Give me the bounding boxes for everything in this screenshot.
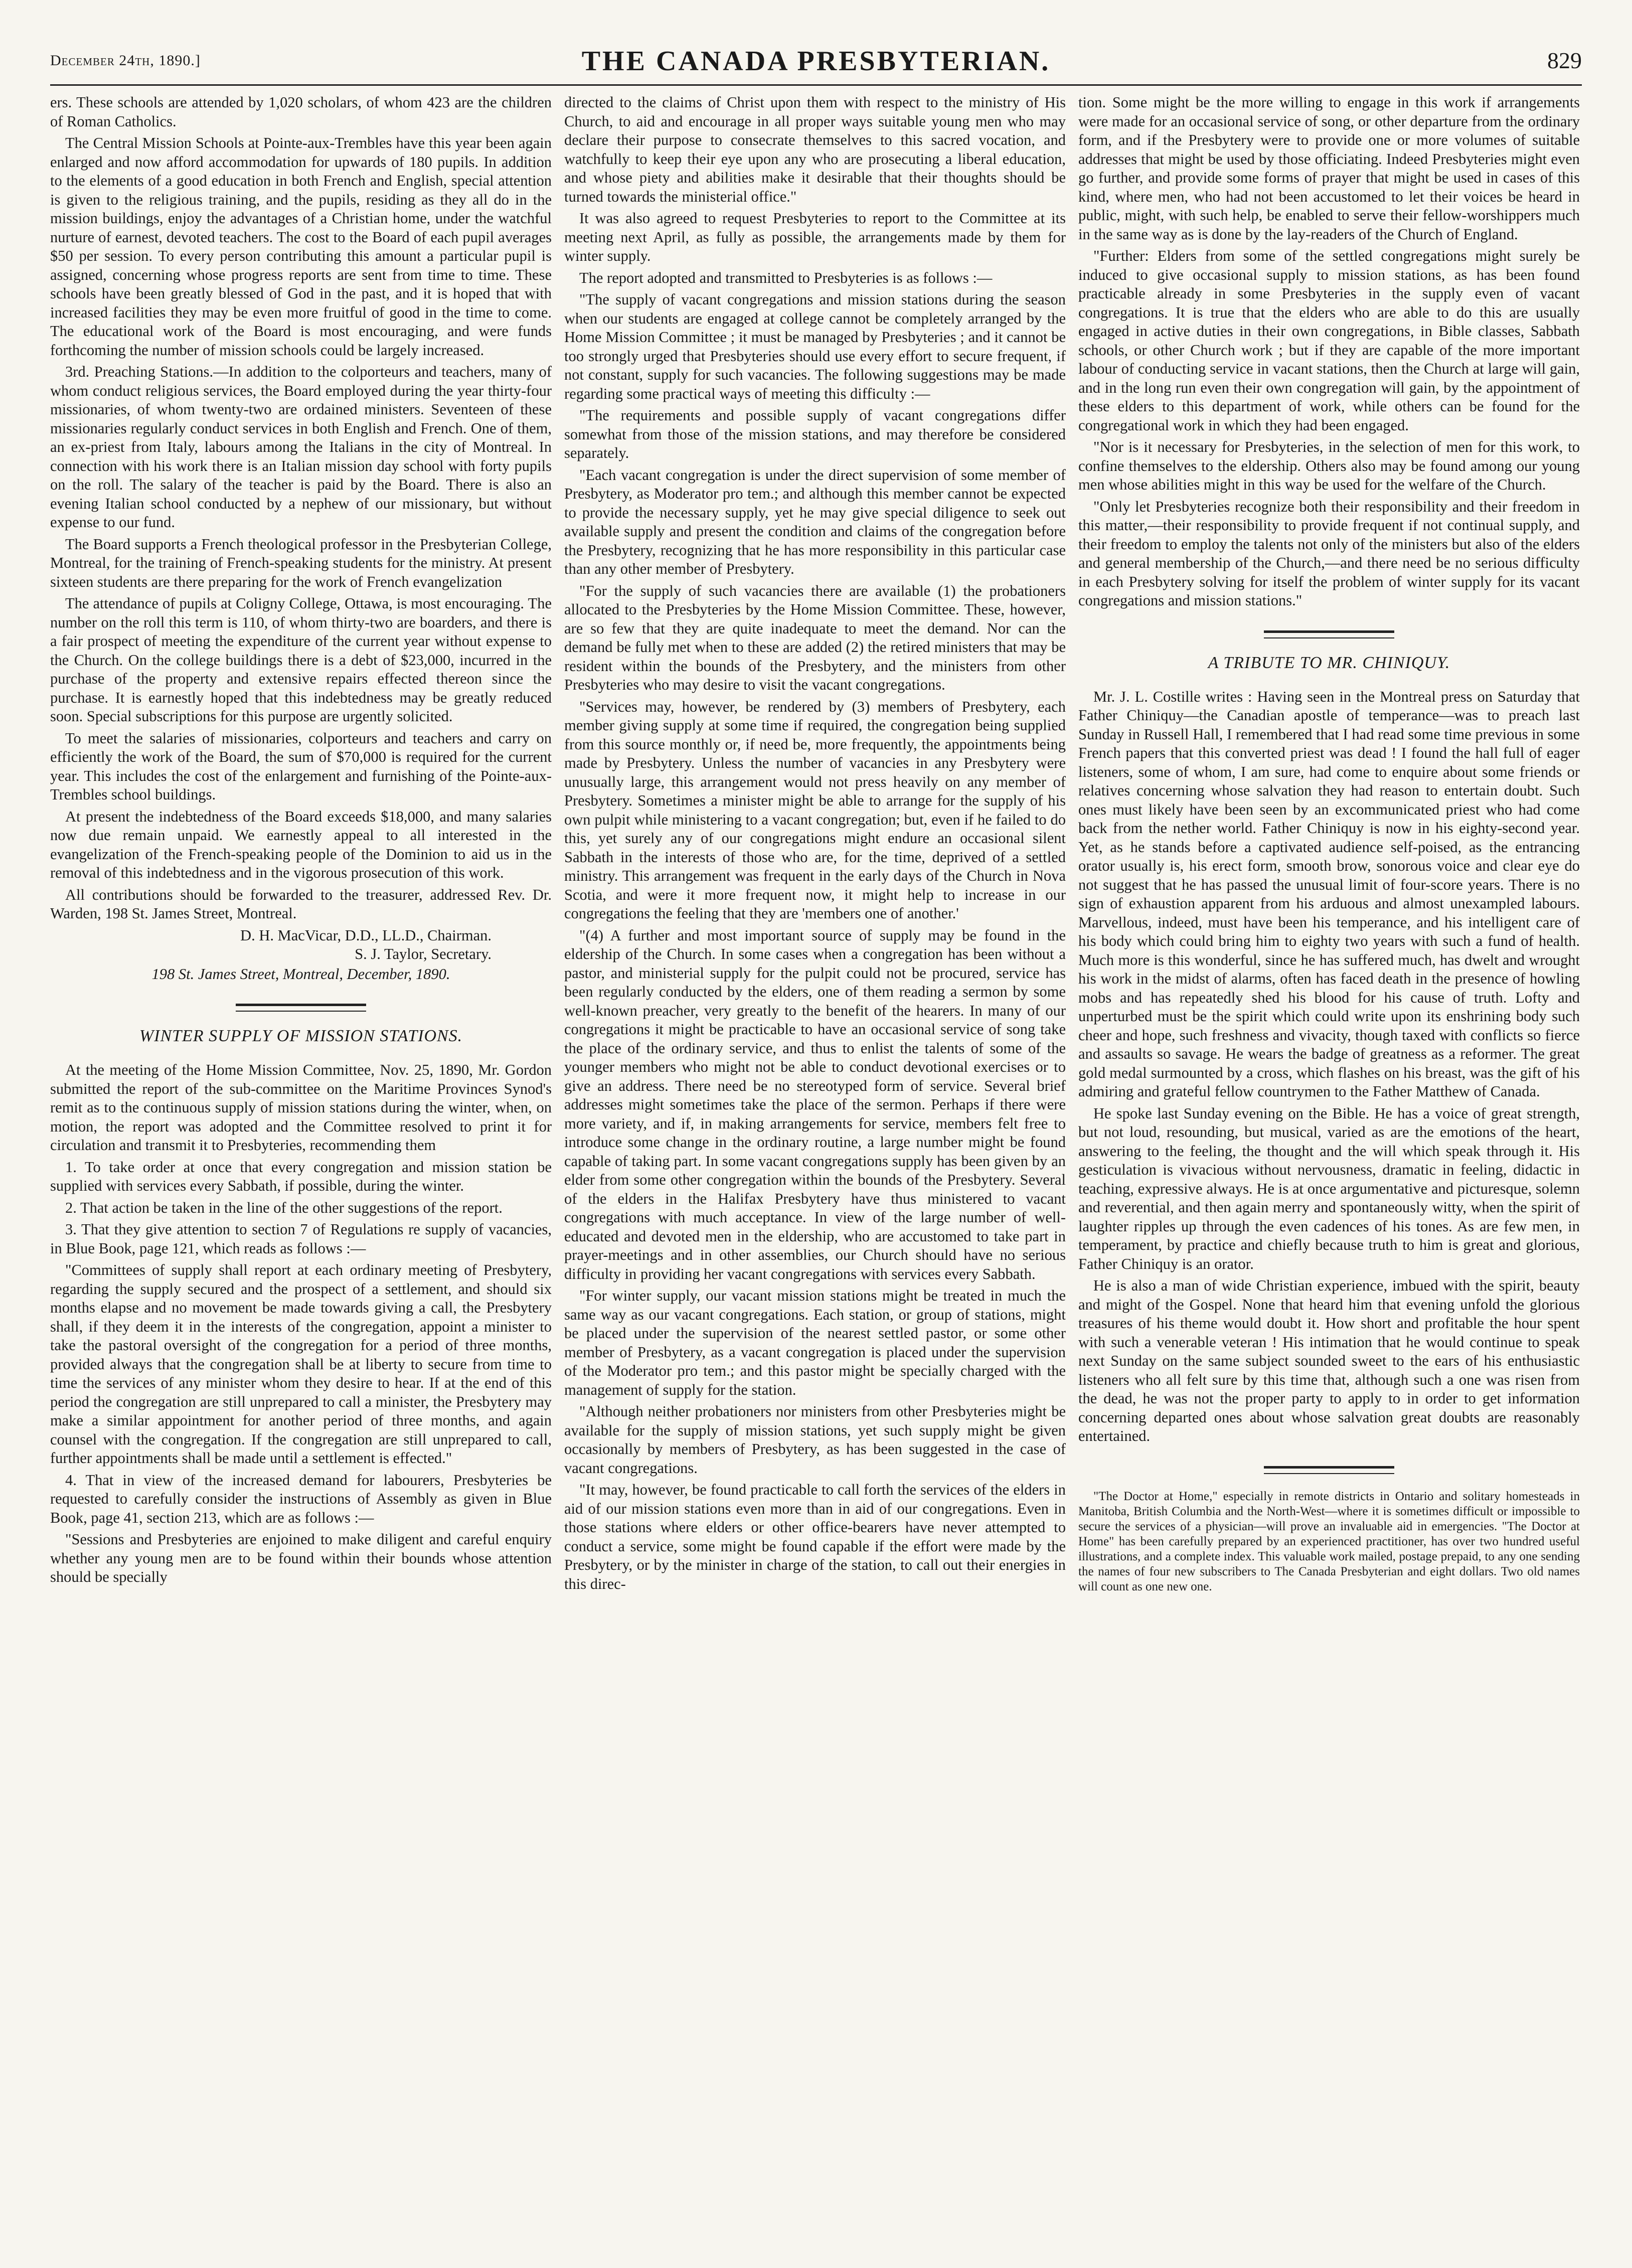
paragraph: He is also a man of wide Christian experience, imbued with the spirit, beauty and might of the Gospel. None that heard him that evening unfold the glorious treasures of his theme would doubt it. How short and profitable the hour spent with such a venerable veteran ! His intimation that he would continue to speak next Sunday on the same subject sounded sweet to the ears of his enthusiastic listeners who all felt sure by this time that, although such a one was risen from the dead, he was not the proper party to apply to in order to get information concerning departed ones about whose salvation great doubts are reasonably entertained.: [1078, 1277, 1580, 1444]
column-2: [564, 93, 1066, 2245]
paragraph: He spoke last Sunday evening on the Bible. He has a voice of great strength, but not loud, resounding, but musical, varied as are the emotions of the heart, answering to the feeling, the thought and the will which speak through it. His gesticulation is vivacious without nervousness, dramatic in feeling, didactic in teaching, expressive always. He is at once argumentative and picturesque, solemn and reverential, and then again merry and spontaneously witty, when the spirit of laughter ripples up through the even cadences of his tones. As are few men, in temperament, by practice and chiefly because truth to him is great and glorious, Father Chiniquy is an orator.: [1078, 1104, 1580, 1272]
paragraph: "(4) A further and most important source of supply may be found in the eldership of the Church. In some cases when a congregation has been without a pastor, and ministerial supply for the pulpit could not be procured, service has been regularly conducted by the elders, one of them reading a sermon by some well-known preacher, very greatly to the benefit of the hearers. In many of our congregations it might be practicable to have an occasional service of song take the place of the ordinary service, and thus to enlist the talents of some of the younger members who might not be able to conduct devotional exercises or to give an address. There need be no stereotyped form of service. Several brief addresses might sometimes take the place of the sermon. Perhaps if there were more variety, and if, in making arrangements for service, members felt free to introduce some change in the ordinary routine, a large number might be found capable of taking part. In some vacant congregations supply has been given by an elder from some other congregation within the bounds of the Presbytery. Several of the elders in the Halifax Presbytery have thus ministered to vacant congregations with much acceptance. In view of the large number of well-educated and devoted men in the eldership, who are accustomed to take part in prayer-meetings and in other assemblies, our Church should have no serious difficulty in providing her vacant congregations with services every Sabbath.: [564, 926, 1066, 1282]
paragraph: "Nor is it necessary for Presbyteries, in the selection of men for this work, to confine themselves to the eldership. Others also may be found among our young men whose abilities might in this way be used for the welfare of the Church.: [1078, 438, 1580, 493]
paragraph: The Central Mission Schools at Pointe-aux-Trembles have this year been again enlarged and now afford accommodation for upwards of 180 pupils. In addition to the elements of a good education in both French and English, special attention is given to the religious training, and the pupils, residing as they all do in the mission buildings, enjoy the advantages of a Christian home, under the watchful nurture of earnest, devoted teachers. The cost to the Board of each pupil averages $50 per session. To every person contributing this amount a particular pupil is assigned, concerning whose progress reports are sent from time to time. These schools have been greatly blessed of God in the past, and it is hoped that with increased facilities they may be even more fruitful of good in the time to come. The educational work of the Board is most encouraging, and were funds forthcoming the number of mission schools could be largely increased.: [50, 134, 552, 359]
paragraph: "Services may, however, be rendered by (3) members of Presbytery, each member giving supply at some time if required, the congregation being supplied from this source monthly or, if need be, more frequently, the appointments being made by Presbytery. Unless the number of vacancies in any Presbytery were unusually large, this arrangement would not press heavily on any member of Presbytery. Sometimes a minister might be able to arrange for the supply of his own pulpit while ministering to a vacant congregation; but, even if he failed to do this, yet surely any of our congregations might endure an occasional silent Sabbath in the interests of those who are, for the time, deprived of a settled ministry. This arrangement was frequent in the early days of the Church in Nova Scotia, and were it more frequent now, it might help to increase in our congregations the feeling that they are 'members one of another.': [564, 698, 1066, 922]
page-number: 829: [1547, 48, 1582, 73]
column-1: [50, 93, 552, 2245]
paragraph: "Although neither probationers nor ministers from other Presbyteries might be available for the supply of mission stations, yet such supply might be given occasionally by members of Presbytery, as has been suggested in the case of vacant congregations.: [564, 1403, 1066, 1477]
paragraph: "The Doctor at Home," especially in remote districts in Ontario and solitary homesteads in Manitoba, British Columbia and the North-West—where it is sometimes difficult or impossible to secure the services of a physician—will prove an invaluable aid in emergencies. "The Doctor at Home" has been carefully prepared by an experienced practitioner, has over two hundred useful illustrations, and a complete index. This valuable work mailed, postage prepaid, to any one sending the names of four new subscribers to The Canada Presbyterian and eight dollars. Two old names will count as one new one.: [1078, 1489, 1580, 1593]
paragraph: 2. That action be taken in the line of the other suggestions of the report.: [65, 1199, 503, 1216]
paragraph: "Only let Presbyteries recognize both their responsibility and their freedom in this matter,—their responsibility to provide frequent if not continual supply, and their freedom to employ the talents not only of the ministers but also of the elders and general membership of the Church,—and there need be no serious difficulty in each Presbytery solving for itself the problem of winter supply for its vacant congregations and mission stations.": [1078, 498, 1580, 609]
paragraph: ers. These schools are attended by 1,020 scholars, of whom 423 are the children of Roman Catholics.: [50, 94, 552, 130]
paragraph: "It may, however, be found practicable to call forth the services of the elders in aid of our mission stations even more than in aid of our congregations. Even in those stations where elders or other office-bearers have never attempted to conduct a service, some might be found capable if the effort were made by the Presbytery, or by the minister in charge of the station, to call out their energies in this direc-: [564, 1481, 1066, 1592]
paragraph: The Board supports a French theological professor in the Presbyterian College, Montreal, for the training of French-speaking students for the ministry. At present sixteen students are there preparing for the work of French evangelization: [50, 535, 552, 590]
paragraph: The attendance of pupils at Coligny College, Ottawa, is most encouraging. The number on the roll this term is 110, of whom thirty-two are boarders, and there is a fair prospect of meeting the expenditure of the current year without expense to the Church. On the college buildings there is a debt of $23,000, incurred in the purchase of the property and extensive repairs effected thereon since the purchase. It is earnestly hoped that this indebtedness may be greatly reduced soon. Special subscriptions for this purpose are urgently solicited.: [50, 595, 552, 725]
paragraph: Mr. J. L. Costille writes : Having seen in the Montreal press on Saturday that Father Chiniquy—the Canadian apostle of temperance—was to preach last Sunday in Russell Hall, I remembered that I had read some time previous in some French papers that this converted priest was dead ! I found the hall full of eager listeners, some of whom, I am sure, had come to enquire about some friends or relatives concerning whose salvation they had reason to entertain doubt. Such ones must likely have been seen by an excommunicated priest who had come back from the nether world. Father Chiniquy is now in his eighty-second year. Yet, as he stands before a captivated audience self-poised, as the entrancing orator usually is, his erect form, smooth brow, sonorous voice and clear eye do not suggest that he has passed the unusual limit of four-score years. There is no sign of exhaustion apparent from his arduous and almost unexampled labours. Marvellous, indeed, must have been his temperance, and his intelligent care of his body which could bring him to eighty two years with such a fund of health. Much more is this wonderful, since he has suffered much, has dwelt and wrought his work in the midst of alarms, often has faced death in the presence of howling mobs and has repeatedly shed his blood for his cause of truth. Lofty and unperturbed must be the spirit which could write upon its enshrining body such cheer and hope, such freshness and vivacity, though taxed with conflicts so fierce and assaults so savage. He wears the badge of greatness as a reformer. The great gold medal surmounted by a cross, which flashes on his breast, was the gift of his admiring and grateful fellow countrymen to the Father Matthew of Canada.: [1078, 688, 1580, 1100]
header-rule: [50, 84, 1582, 86]
paragraph: 1. To take order at once that every congregation and mission station be supplied with services every Sabbath, if possible, during the winter.: [50, 1158, 552, 1194]
paragraph: At the meeting of the Home Mission Committee, Nov. 25, 1890, Mr. Gordon submitted the report of the sub-committee on the Maritime Provinces Synod's remit as to the continuous supply of mission stations during the winter, when, on motion, the report was adopted and the Committee resolved to print it for circulation and transmit it to Presbyteries, recommending them: [50, 1061, 552, 1154]
paragraph: To meet the salaries of missionaries, colporteurs and teachers and carry on efficiently the work of the Board, the sum of $70,000 is required for the current year. This includes the cost of the enlargement and furnishing of the Pointe-aux-Trembles school buildings.: [50, 729, 552, 803]
signature-secretary: S. J. Taylor, Secretary.: [355, 945, 492, 962]
paragraph: directed to the claims of Christ upon them with respect to the ministry of His Church, to aid and encourage in all proper ways suitable young men who may declare their purpose to consecrate themselves to this sacred vocation, and watchfully to keep their eye upon any who are prosecuting a liberal education, and whose piety and abilities make it desirable that their thoughts should be turned towards the ministerial office.": [564, 94, 1066, 205]
advertisement-note: [1078, 1489, 1580, 1594]
article-headline: WINTER SUPPLY OF MISSION STATIONS.: [139, 1027, 463, 1045]
article-headline: A TRIBUTE TO MR. CHINIQUY.: [1208, 653, 1450, 672]
section-separator: [1264, 630, 1394, 638]
paragraph: It was also agreed to request Presbyteries to report to the Committee at its meeting next April, as fully as possible, the arrangements made by them for winter supply.: [564, 210, 1066, 264]
paragraph: The report adopted and transmitted to Presbyteries is as follows :—: [579, 269, 993, 286]
paragraph: All contributions should be forwarded to the treasurer, addressed Rev. Dr. Warden, 198 St. James Street, Montreal.: [50, 886, 552, 922]
section-separator: [1264, 1466, 1394, 1474]
issue-date: December 24th, 1890.]: [50, 52, 201, 69]
masthead-title: THE CANADA PRESBYTERIAN.: [581, 46, 1051, 77]
paragraph: 3rd. Preaching Stations.—In addition to the colporteurs and teachers, many of whom conduct religious services, the Board employed during the year thirty-four missionaries, of whom twenty-two are ordained ministers. Seventeen of these missionaries regularly conduct services in both English and French. One of them, an ex-priest from Italy, labours among the Italians in the city of Montreal. In connection with his work there is an Italian mission day school with forty pupils on the roll. The salary of the teacher is paid by the Board. There is also an evening Italian school conducted by a nephew of our missionary, but without expense to our fund.: [50, 363, 552, 531]
column-3: [1078, 93, 1580, 2245]
paragraph: "For the supply of such vacancies there are available (1) the probationers allocated to the Presbyteries by the Home Mission Committee. These, however, are so few that they are quite inadequate to meet the demand. Nor can the demand be fully met when to these are added (2) the retired ministers that may be resident within the bounds of the Presbytery, and the ministers from other Presbyteries who may desire to visit the vacant congregations.: [564, 582, 1066, 693]
paragraph: "Further: Elders from some of the settled congregations might surely be induced to give occasional supply to mission stations, as has been found practicable already in some Presbyteries in the supply even of vacant congregations. It is true that the elders who are able to do this are usually engaged in active duties in their own congregations, in Bible classes, Sabbath schools, or other Church work ; but if they are capable of the more important labour of conducting service in vacant stations, then the Church at large will gain, and in the long run even their own congregation will gain, by the appointment of these elders to this department of work, while others can be found for the congregational work in which they had been engaged.: [1078, 247, 1580, 434]
paragraph: "Each vacant congregation is under the direct supervision of some member of Presbytery, as Moderator pro tem.; and although this member cannot be expected to provide the necessary supply, yet he may give special diligence to seek out available supply and present the condition and claims of the congregation before the Presbytery, recognizing that he has more responsibility in this particular case than any other member of Presbytery.: [564, 466, 1066, 577]
signature-chairman: D. H. MacVicar, D.D., LL.D., Chairman.: [240, 926, 492, 944]
paragraph: 3. That they give attention to section 7 of Regulations re supply of vacancies, in Blue Book, page 121, which reads as follows :—: [50, 1221, 552, 1257]
section-separator: [236, 1004, 366, 1012]
paragraph: "Committees of supply shall report at each ordinary meeting of Presbytery, regarding the supply secured and the prospect of a settlement, and should six months elapse and no movement be made towards giving a call, the Presbytery shall, if they deem it in the interests of the congregation, appoint a minister to take the pastoral oversight of the congregation for a period of three months, provided always that the congregation shall be at liberty to secure from time to time the services of any minister whom they desire to hear. If at the end of this period the congregation are still unprepared to call a minister, the Presbytery may make a similar appointment for another period of three months, and again counsel with the congregation. If the congregation are still unprepared to call, further appointments shall be made until a settlement is effected.": [50, 1261, 552, 1467]
paragraph: "For winter supply, our vacant mission stations might be treated in much the same way as our vacant congregations. Each station, or group of stations, might be placed under the supervision of the nearest settled pastor, or some other member of Presbytery, as a vacant congregation is placed under the supervision of the Moderator pro tem.; and this pastor might be specially charged with the management of supply for the station.: [564, 1287, 1066, 1398]
paragraph: "The supply of vacant congregations and mission stations during the season when our students are engaged at college cannot be completely arranged by the Home Mission Committee ; it must be managed by Presbyteries ; and it cannot be too strongly urged that Presbyteries should use every effort to secure frequent, if not constant, supply for such vacancies. The following suggestions may be made regarding some practical ways of meeting this difficulty :—: [564, 291, 1066, 402]
page-header: [50, 45, 1582, 80]
paragraph: "The requirements and possible supply of vacant congregations differ somewhat from those of the mission stations, and may therefore be considered separately.: [564, 407, 1066, 461]
paragraph: At present the indebtedness of the Board exceeds $18,000, and many salaries now due remain unpaid. We earnestly appeal to all interested in the evangelization of the French-speaking people of the Dominion to aid us in the removal of this indebtedness and in the vigorous prosecution of this work.: [50, 807, 552, 881]
paragraph: "Sessions and Presbyteries are enjoined to make diligent and careful enquiry whether any young men are to be found within their bounds whose attention should be specially: [50, 1531, 552, 1585]
paragraph: tion. Some might be the more willing to engage in this work if arrangements were made for an occasional service of song, or other departure from the ordinary form, and if the Presbytery were to provide one or more volumes of suitable addresses that might be used by those officiating. Indeed Presbyteries might even go further, and provide some forms of prayer that might be used in cases of this kind, where men, who had not been accustomed to let their voices be heard in public, might, with such help, be enabled to serve their fellow-worshippers much in the same way as is done by the lay-readers of the Church of England.: [1078, 94, 1580, 243]
address-line: 198 St. James Street, Montreal, December, 1890.: [151, 965, 450, 983]
paragraph: 4. That in view of the increased demand for labourers, Presbyteries be requested to carefully consider the instructions of Assembly as given in Blue Book, page 41, section 213, which are as follows :—: [50, 1471, 552, 1526]
